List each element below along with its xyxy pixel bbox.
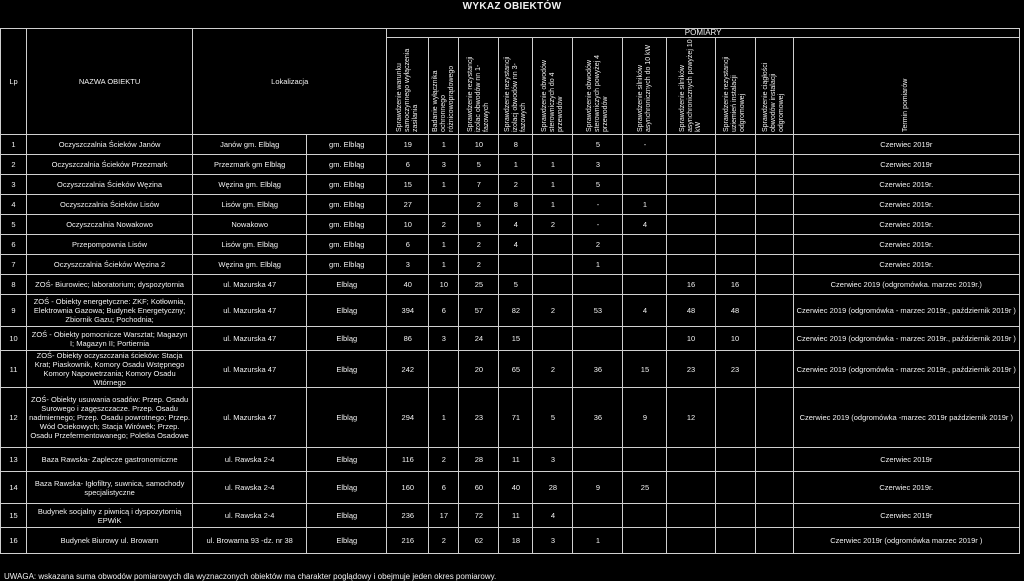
measurement-value [667, 135, 715, 155]
measurement-value: 24 [459, 327, 499, 351]
measurement-term: Czerwiec 2019r [793, 135, 1019, 155]
object-name: Oczyszczalnia Ścieków Lisów [27, 195, 193, 215]
measurement-value: 116 [387, 448, 429, 472]
measurement-value: 12 [667, 388, 715, 448]
measurement-value [623, 255, 667, 275]
measurement-term: Czerwiec 2019r. [793, 255, 1019, 275]
measurement-value: 36 [573, 388, 623, 448]
measurement-value: 10 [667, 327, 715, 351]
measurement-value: 10 [429, 275, 459, 295]
measurement-value: 1 [533, 155, 573, 175]
measurement-value: 36 [573, 351, 623, 388]
row-number: 15 [1, 504, 27, 528]
measurement-value [623, 175, 667, 195]
measurement-value [533, 235, 573, 255]
measurement-value: 17 [429, 504, 459, 528]
header-measurement-label: Sprawdzenie silników asynchronicznych do 10 kW [636, 44, 652, 132]
measurement-term: Czerwiec 2019r. [793, 175, 1019, 195]
measurement-value [755, 135, 793, 155]
row-number: 4 [1, 195, 27, 215]
header-name: NAZWA OBIEKTU [27, 29, 193, 135]
row-number: 2 [1, 155, 27, 175]
measurement-value [533, 327, 573, 351]
measurement-value: 1 [429, 235, 459, 255]
measurement-value [667, 155, 715, 175]
measurement-value: 48 [667, 295, 715, 327]
measurement-value: 62 [459, 528, 499, 554]
row-number: 6 [1, 235, 27, 255]
measurement-value [499, 255, 533, 275]
header-measurement [459, 38, 499, 135]
measurement-value [755, 215, 793, 235]
header-measurement-label: Sprawdzenie obwodów sterowniczych do 4 przewodów [540, 60, 564, 132]
measurement-value [755, 327, 793, 351]
measurement-value: 86 [387, 327, 429, 351]
object-municipality: Elbląg [307, 472, 387, 504]
measurement-term: Czerwiec 2019 (odgromówka -marzec 2019r październik 2019r ) [793, 388, 1019, 448]
measurement-value [573, 327, 623, 351]
measurement-value: 5 [499, 275, 533, 295]
header-measurement-label: Sprawdzenie rezystancji uziemień instalacji odgromowej [723, 56, 747, 132]
object-location: ul. Rawska 2-4 [193, 448, 307, 472]
object-location: ul. Mazurska 47 [193, 351, 307, 388]
measurement-value [667, 255, 715, 275]
measurement-value: 6 [387, 155, 429, 175]
measurement-value: 23 [459, 388, 499, 448]
row-number: 16 [1, 528, 27, 554]
object-name: Baza Rawska- Igłofiltry, suwnica, samochody specjalistyczne [27, 472, 193, 504]
measurement-value: 4 [623, 295, 667, 327]
measurement-value [667, 215, 715, 235]
row-number: 1 [1, 135, 27, 155]
header-measurement-label: Sprawdzenie obwodów sterowniczych powyżej 4 przewodów [585, 54, 609, 132]
header-measurement [499, 38, 533, 135]
measurement-value: 3 [387, 255, 429, 275]
measurement-value: 6 [387, 235, 429, 255]
measurement-value [715, 504, 755, 528]
measurement-value: 394 [387, 295, 429, 327]
measurement-value: 7 [459, 175, 499, 195]
measurement-value [755, 275, 793, 295]
object-municipality: gm. Elbląg [307, 215, 387, 235]
measurement-value [667, 528, 715, 554]
object-name: ZOŚ- Obiekty usuwania osadów: Przep. Osadu Surowego i zagęszczacze. Przep. Osadu nadmiernego; Przep. Osadu powrotnego; Przep. Wód Ociekowych; Stacja Wirówek; Przep. Osadu Przefermentowanego; Poletka Osadowe [27, 388, 193, 448]
measurement-value [623, 155, 667, 175]
measurement-value: 40 [499, 472, 533, 504]
row-number: 14 [1, 472, 27, 504]
measurement-value: 3 [573, 155, 623, 175]
measurement-value: 4 [499, 215, 533, 235]
measurement-value: 11 [499, 504, 533, 528]
measurement-value: 20 [459, 351, 499, 388]
measurement-value [715, 528, 755, 554]
measurement-value: 2 [459, 195, 499, 215]
measurement-value: 3 [533, 448, 573, 472]
measurement-value [715, 135, 755, 155]
objects-table [0, 28, 1020, 554]
measurement-value: 4 [623, 215, 667, 235]
measurement-term: Czerwiec 2019r. [793, 215, 1019, 235]
object-name: Budynek socjalny z piwnicą i dyspozytornią EPWiK [27, 504, 193, 528]
object-name: Oczyszczalnia Ścieków Janów [27, 135, 193, 155]
measurement-value: 4 [533, 504, 573, 528]
measurement-term: Czerwiec 2019 (odgromówka - marzec 2019r., październik 2019r ) [793, 327, 1019, 351]
measurement-value: 242 [387, 351, 429, 388]
row-number: 8 [1, 275, 27, 295]
object-location: Węzina gm. Elbląg [193, 175, 307, 195]
measurement-value: 216 [387, 528, 429, 554]
measurement-value [429, 195, 459, 215]
measurement-value: 25 [459, 275, 499, 295]
table-row [1, 175, 1020, 195]
measurement-value: 15 [623, 351, 667, 388]
measurement-value: 2 [573, 235, 623, 255]
table-row [1, 504, 1020, 528]
measurement-term: Czerwiec 2019 (odgromówka - marzec 2019r., październik 2019r ) [793, 351, 1019, 388]
object-municipality: Elbląg [307, 504, 387, 528]
measurement-value: 2 [499, 175, 533, 195]
measurement-value: 57 [459, 295, 499, 327]
measurement-value: 8 [499, 135, 533, 155]
measurement-value [715, 175, 755, 195]
object-municipality: Elbląg [307, 295, 387, 327]
measurement-value [667, 504, 715, 528]
measurement-value: 9 [623, 388, 667, 448]
header-measurement [429, 38, 459, 135]
document-title: WYKAZ OBIEKTÓW [462, 1, 562, 12]
measurement-value: 2 [429, 448, 459, 472]
measurement-value: 19 [387, 135, 429, 155]
measurement-term: Czerwiec 2019r [793, 155, 1019, 175]
measurement-value: 5 [573, 135, 623, 155]
object-location: Lisów gm. Elbląg [193, 235, 307, 255]
measurement-value: 1 [533, 195, 573, 215]
measurement-value: 10 [459, 135, 499, 155]
header-term [793, 38, 1019, 135]
measurement-term: Czerwiec 2019r. [793, 472, 1019, 504]
measurement-value: 5 [533, 388, 573, 448]
object-location: ul. Browarna 93 -dz. nr 38 [193, 528, 307, 554]
measurement-value: 15 [387, 175, 429, 195]
measurement-value [623, 448, 667, 472]
measurement-value: 1 [573, 528, 623, 554]
object-municipality: Elbląg [307, 528, 387, 554]
measurement-value: 72 [459, 504, 499, 528]
object-name: Przepompownia Lisów [27, 235, 193, 255]
row-number: 5 [1, 215, 27, 235]
measurement-value: 11 [499, 448, 533, 472]
table-row [1, 235, 1020, 255]
measurement-value [755, 504, 793, 528]
header-measurement-label: Sprawdzenie ciągłości obwodów instalacji odgromowej [762, 62, 786, 132]
measurement-value: 5 [573, 175, 623, 195]
measurement-value: 1 [429, 175, 459, 195]
header-measurement [715, 38, 755, 135]
object-municipality: Elbląg [307, 448, 387, 472]
measurement-value: 1 [429, 255, 459, 275]
measurement-value: 18 [499, 528, 533, 554]
measurement-value [715, 472, 755, 504]
measurement-value [429, 351, 459, 388]
header-measurement [533, 38, 573, 135]
object-municipality: Elbląg [307, 327, 387, 351]
measurement-value: 1 [429, 135, 459, 155]
measurement-value [623, 327, 667, 351]
measurement-value [533, 275, 573, 295]
object-location: ul. Mazurska 47 [193, 295, 307, 327]
measurement-value: 1 [533, 175, 573, 195]
measurement-value [715, 235, 755, 255]
measurement-value [755, 448, 793, 472]
measurement-value [573, 504, 623, 528]
measurement-value: 15 [499, 327, 533, 351]
table-row [1, 448, 1020, 472]
measurement-value [573, 275, 623, 295]
header-measurement-label: Badanie wyłącznika ochronnego różnicowoprądowego [431, 65, 455, 132]
measurement-value [715, 388, 755, 448]
header-measurement [387, 38, 429, 135]
header-measurement-label: Sprawdzenie silników asynchronicznych powyżej 10 kW [679, 39, 702, 132]
object-name: Oczyszczalnia Nowakowo [27, 215, 193, 235]
object-location: ul. Mazurska 47 [193, 275, 307, 295]
row-number: 7 [1, 255, 27, 275]
object-municipality: Elbląg [307, 351, 387, 388]
measurement-value: 28 [533, 472, 573, 504]
object-name: Oczyszczalnia Ścieków Węzina 2 [27, 255, 193, 275]
row-number: 10 [1, 327, 27, 351]
measurement-value [755, 175, 793, 195]
measurement-value: 2 [429, 215, 459, 235]
table-row [1, 295, 1020, 327]
header-measurement [755, 38, 793, 135]
row-number: 11 [1, 351, 27, 388]
object-location: Janów gm. Elbląg [193, 135, 307, 155]
measurement-term: Czerwiec 2019r. [793, 235, 1019, 255]
measurement-value: 6 [429, 472, 459, 504]
object-municipality: gm. Elbląg [307, 175, 387, 195]
measurement-value: 48 [715, 295, 755, 327]
measurement-value [573, 448, 623, 472]
table-row [1, 388, 1020, 448]
measurement-value: 2 [429, 528, 459, 554]
table-row [1, 195, 1020, 215]
object-location: Nowakowo [193, 215, 307, 235]
table-row [1, 275, 1020, 295]
measurement-value [623, 504, 667, 528]
measurement-value: 71 [499, 388, 533, 448]
measurement-value: 60 [459, 472, 499, 504]
measurement-value: 4 [499, 235, 533, 255]
row-number: 13 [1, 448, 27, 472]
measurement-value: 294 [387, 388, 429, 448]
measurement-term: Czerwiec 2019r [793, 448, 1019, 472]
measurement-value: 3 [429, 327, 459, 351]
header-term-label: Termin pomiarów [902, 78, 910, 132]
measurement-term: Czerwiec 2019 (odgromówka - marzec 2019r., październik 2019r ) [793, 295, 1019, 327]
measurement-value: 2 [533, 351, 573, 388]
measurement-value [755, 235, 793, 255]
measurement-value [715, 195, 755, 215]
measurement-value: 160 [387, 472, 429, 504]
measurement-value [667, 235, 715, 255]
object-location: ul. Rawska 2-4 [193, 472, 307, 504]
measurement-value: 65 [499, 351, 533, 388]
object-municipality: Elbląg [307, 388, 387, 448]
measurement-value: 5 [459, 155, 499, 175]
measurement-value [755, 388, 793, 448]
measurement-value: 23 [667, 351, 715, 388]
measurement-value [755, 295, 793, 327]
measurement-value [667, 472, 715, 504]
object-name: ZOŚ- Biurowiec; laboratorium; dyspozytornia [27, 275, 193, 295]
measurement-term: Czerwiec 2019r [793, 504, 1019, 528]
measurement-value: 23 [715, 351, 755, 388]
object-name: ZOŚ - Obiekty pomocnicze Warsztat; Magazyn I; Magazyn II; Portiernia [27, 327, 193, 351]
table-row [1, 135, 1020, 155]
measurement-value: 6 [429, 295, 459, 327]
table-row [1, 472, 1020, 504]
measurement-value: 28 [459, 448, 499, 472]
object-name: Oczyszczalnia Ścieków Węzina [27, 175, 193, 195]
object-municipality: gm. Elbląg [307, 235, 387, 255]
measurement-value: - [573, 195, 623, 215]
measurement-value: 2 [533, 295, 573, 327]
object-municipality: gm. Elbląg [307, 195, 387, 215]
header-location: Lokalizacja [193, 29, 387, 135]
row-number: 3 [1, 175, 27, 195]
measurement-value: 3 [429, 155, 459, 175]
measurement-value [667, 448, 715, 472]
measurement-value: 1 [623, 195, 667, 215]
measurement-value: 9 [573, 472, 623, 504]
measurement-value [533, 255, 573, 275]
header-pomiary: POMIARY [387, 29, 1020, 38]
table-row [1, 528, 1020, 554]
header-measurement-label: Sprawdzenie rezystancji izolac obwodów nn 1-fazowych [466, 56, 490, 132]
header-measurement-label: Sprawdzenie warunku samoczynnego wyłączenia zasilania [395, 48, 419, 132]
measurement-value: 16 [667, 275, 715, 295]
object-name: Baza Rawska- Zaplecze gastronomiczne [27, 448, 193, 472]
measurement-value: 53 [573, 295, 623, 327]
object-name: ZOŚ- Obiekty oczyszczania ścieków: Stacja Krat; Piaskownik, Komory Osadu Wstępnego Komory Napowetrzania; Komory Osadu Wtórnego [27, 351, 193, 388]
measurement-value [755, 351, 793, 388]
measurement-value: 3 [533, 528, 573, 554]
object-location: ul. Rawska 2-4 [193, 504, 307, 528]
measurement-value: 8 [499, 195, 533, 215]
header-measurement [623, 38, 667, 135]
measurement-value [755, 155, 793, 175]
measurement-term: Czerwiec 2019 (odgromówka. marzec 2019r.) [793, 275, 1019, 295]
measurement-value [755, 255, 793, 275]
measurement-value [623, 528, 667, 554]
measurement-value: 25 [623, 472, 667, 504]
measurement-value: 236 [387, 504, 429, 528]
header-lp: Lp [1, 29, 27, 135]
measurement-value: 40 [387, 275, 429, 295]
object-location: Lisów gm. Elbląg [193, 195, 307, 215]
measurement-value: 2 [459, 235, 499, 255]
measurement-value [755, 472, 793, 504]
measurement-value: 1 [573, 255, 623, 275]
table-row [1, 351, 1020, 388]
object-location: ul. Mazurska 47 [193, 388, 307, 448]
measurement-value [715, 448, 755, 472]
measurement-value: 1 [499, 155, 533, 175]
measurement-value: - [573, 215, 623, 235]
measurement-value: 10 [387, 215, 429, 235]
row-number: 12 [1, 388, 27, 448]
object-municipality: Elbląg [307, 275, 387, 295]
measurement-value: 27 [387, 195, 429, 215]
measurement-value: 10 [715, 327, 755, 351]
object-location: Węzina gm. Elbląg [193, 255, 307, 275]
object-name: Budynek Biurowy ul. Browarn [27, 528, 193, 554]
measurement-value: 2 [459, 255, 499, 275]
table-row [1, 327, 1020, 351]
object-municipality: gm. Elbląg [307, 255, 387, 275]
measurement-value: 1 [429, 388, 459, 448]
measurement-value: 82 [499, 295, 533, 327]
header-measurement-label: Sprawdzenie rezystancji izolacj obwodów nn 3-fazowych [503, 56, 527, 132]
measurement-value [755, 528, 793, 554]
measurement-value: 2 [533, 215, 573, 235]
measurement-value: 16 [715, 275, 755, 295]
object-location: Przezmark gm Elbląg [193, 155, 307, 175]
measurement-value [623, 235, 667, 255]
row-number: 9 [1, 295, 27, 327]
object-name: ZOŚ - Obiekty energetyczne: ZKF; Kotłownia, Elektrownia Gazowa; Budynek Energetyczny; Zbiornik Gazu; Pochodnia; [27, 295, 193, 327]
header-measurement [573, 38, 623, 135]
measurement-value [623, 275, 667, 295]
table-row [1, 255, 1020, 275]
object-municipality: gm. Elbląg [307, 155, 387, 175]
measurement-value: - [623, 135, 667, 155]
table-row [1, 155, 1020, 175]
object-location: ul. Mazurska 47 [193, 327, 307, 351]
table-row [1, 215, 1020, 235]
footnote: UWAGA: wskazana suma obwodów pomiarowych dla wyznaczonych obiektów ma charakter poglądowy i obejmuje jeden okres pomiarowy. [4, 572, 497, 581]
measurement-value [715, 155, 755, 175]
measurement-value [667, 195, 715, 215]
header-measurement [667, 38, 715, 135]
measurement-value [755, 195, 793, 215]
measurement-value [533, 135, 573, 155]
measurement-value [715, 255, 755, 275]
object-municipality: gm. Elbląg [307, 135, 387, 155]
measurement-value: 5 [459, 215, 499, 235]
measurement-term: Czerwiec 2019r (odgromówka marzec 2019r ) [793, 528, 1019, 554]
object-name: Oczyszczalnia Ścieków Przezmark [27, 155, 193, 175]
measurement-term: Czerwiec 2019r. [793, 195, 1019, 215]
measurement-value [667, 175, 715, 195]
measurement-value [715, 215, 755, 235]
